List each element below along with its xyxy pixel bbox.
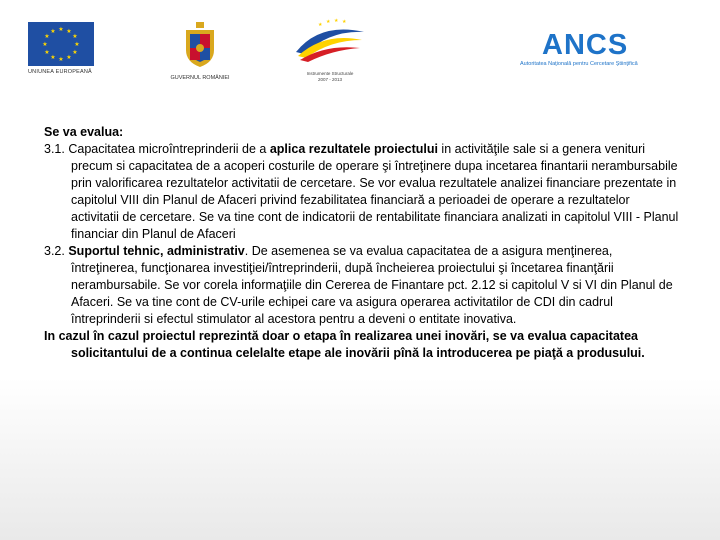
svg-text:★: ★ <box>66 28 72 35</box>
structural-instruments-logo <box>290 18 370 83</box>
svg-text:★: ★ <box>74 41 80 48</box>
eu-flag-icon <box>28 22 94 66</box>
criterion-3-2 <box>44 243 680 328</box>
svg-text:★: ★ <box>58 26 64 33</box>
structural-instruments-caption-line1: Instrumente Structurale <box>306 71 354 76</box>
government-logo <box>160 22 240 81</box>
svg-text:★: ★ <box>318 22 323 28</box>
criterion-3-1-number: 3.1. <box>44 142 65 156</box>
criterion-3-1-bold: aplica rezultatele proiectului <box>269 142 438 156</box>
criterion-3-1-text-a: Capacitatea microîntreprinderii de a <box>68 142 270 156</box>
ancs-wordmark: ANCS <box>542 29 629 61</box>
svg-text:★: ★ <box>326 19 331 25</box>
eu-logo <box>28 22 98 75</box>
criterion-3-1 <box>44 141 680 243</box>
svg-text:★: ★ <box>58 56 64 63</box>
structural-instruments-caption <box>290 71 370 83</box>
criterion-3-2-text: . De asemenea se va evalua capacitatea de a asigura menţinerea, întreţinerea, funcţionarea investiţiei/întreprinderii, după încheierea proiectului şi încetarea finanţării nerambursabile. Se vor corela informaţiile din Cererea de Finantare pct. 2.12 si capitolul V si VI din Planul de Afaceri. Se va tine cont de CV-urile echipei care va asigura operarea activitatilor de CDI din cadrul întreprinderii si efectul stimulator al acestora pentru a deveni o entitate inovativa. <box>71 244 673 326</box>
svg-text:★: ★ <box>72 33 78 40</box>
svg-text:★: ★ <box>44 49 50 56</box>
ancs-logo <box>520 30 690 67</box>
criterion-3-1-text-b: in activităţile sale si a genera venituri precum si capacitatea de a acoperi costurile de operare şi întreţinere dupa incetarea finantarii nerambursabile prin valorificarea rezultatelor activitatii de cercetare. Se vor evalua rezultatele analizei financiare prezentate in capitolul VIII din Planul de Afaceri privind fezabilitatea financiară a perioadei de operare a rezultatelor activitatii de cercetare. Se va tine cont de indicatorii de rentabilitate financiara analizati in capitolul VIII - Planul financiar din Planul de Afaceri <box>71 142 679 241</box>
svg-text:★: ★ <box>42 41 48 48</box>
svg-text:★: ★ <box>72 49 78 56</box>
criterion-3-2-bold: Suportul tehnic, administrativ <box>68 244 245 258</box>
svg-text:★: ★ <box>342 19 347 25</box>
section-heading: Se va evalua: <box>44 125 124 139</box>
structural-instruments-icon <box>290 18 370 71</box>
svg-text:★: ★ <box>44 33 50 40</box>
svg-text:★: ★ <box>50 54 56 61</box>
eu-caption: UNIUNEA EUROPEANĂ <box>28 69 92 75</box>
criterion-3-2-number: 3.2. <box>44 244 65 258</box>
svg-text:★: ★ <box>334 18 339 24</box>
structural-instruments-caption-line2: 2007 - 2013 <box>317 77 343 82</box>
svg-text:★: ★ <box>66 54 72 61</box>
government-caption: GUVERNUL ROMÂNIEI <box>170 75 230 81</box>
romania-coat-of-arms-icon <box>160 22 240 73</box>
conclusion-paragraph: In cazul în cazul proiectul reprezintă doar o etapa în realizarea unei inovări, se va evalua capacitatea solicitantului de a continua celelalte etape ale inovării pînă la introducerea pe piaţă a produsului. <box>44 329 645 360</box>
ancs-caption: Autoritatea Naţională pentru Cercetare Ştiinţifică <box>520 61 638 67</box>
evaluation-criteria-text <box>44 124 680 362</box>
svg-text:★: ★ <box>50 28 56 35</box>
